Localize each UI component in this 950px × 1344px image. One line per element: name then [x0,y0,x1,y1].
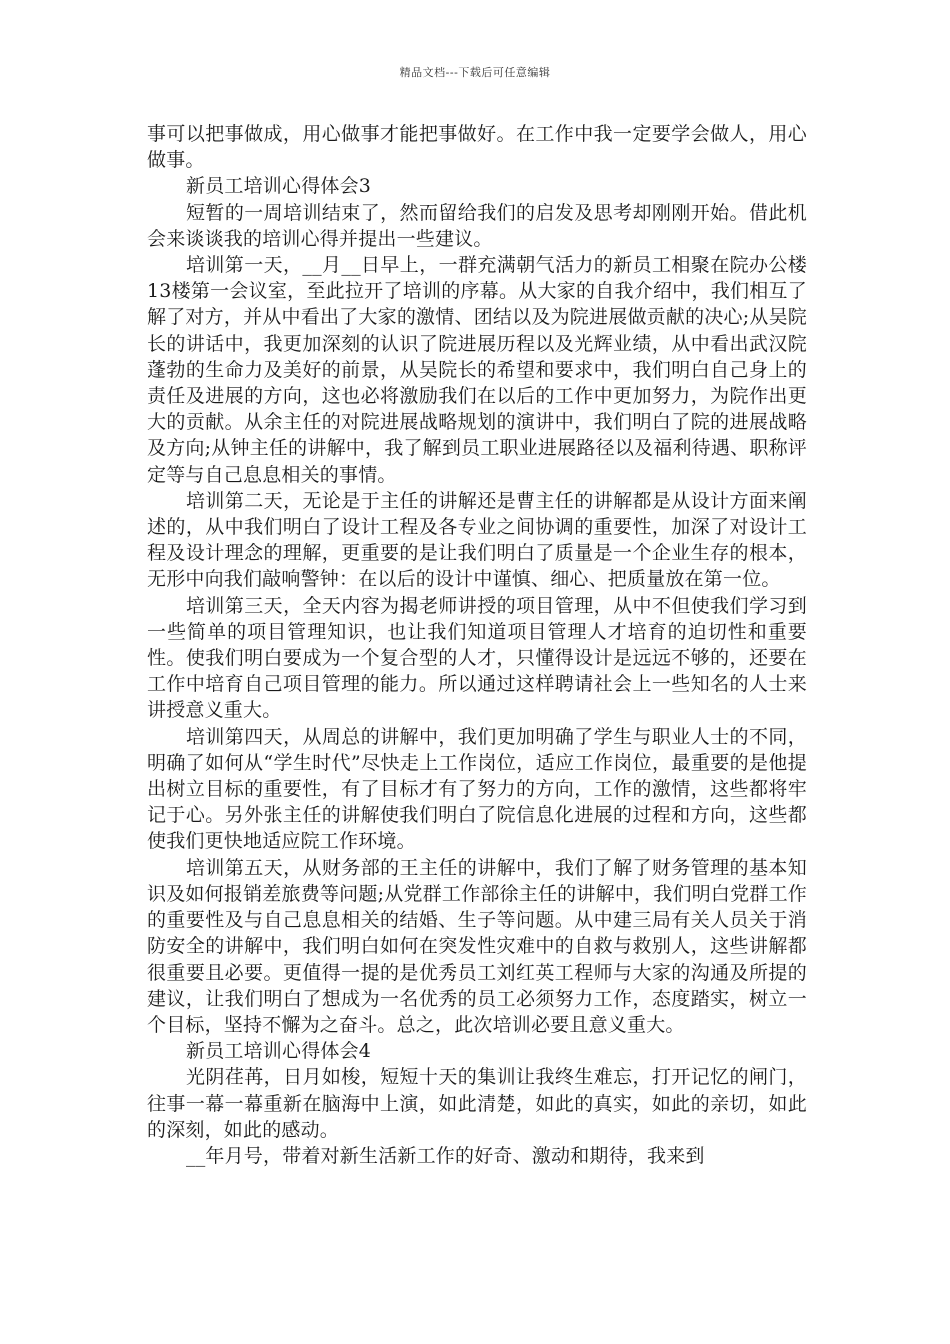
paragraph-continuation: 事可以把事做成，用心做事才能把事做好。在工作中我一定要学会做人，用心做事。 [147,123,807,172]
paragraph: 培训第二天，无论是于主任的讲解还是曹主任的讲解都是从设计方面来阐述的，从中我们明白了设计工程及各专业之间协调的重要性，加深了对设计工程及设计理念的理解，更重要的是让我们明白了质量是一个企业生存的根本，无形中向我们敲响警钟：在以后的设计中谨慎、细心、把质量放在第一位。 [147,489,807,591]
paragraph: 光阴荏苒，日月如梭，短短十天的集训让我终生难忘，打开记忆的闸门，往事一幕一幕重新在脑海中上演，如此清楚，如此的真实，如此的亲切，如此的深刻，如此的感动。 [147,1066,807,1141]
paragraph: 培训第四天，从周总的讲解中，我们更加明确了学生与职业人士的不同，明确了如何从“学生时代”尽快走上工作岗位，适应工作岗位，最重要的是他提出树立目标的重要性，有了目标才有了努力的方向，工作的激情，这些都将牢记于心。另外张主任的讲解使我们明白了院信息化进展的过程和方向，这些都使我们更快地适应院工作环境。 [147,725,807,853]
paragraph: 培训第三天，全天内容为揭老师讲授的项目管理，从中不但使我们学习到一些简单的项目管理知识，也让我们知道项目管理人才培育的迫切性和重要性。使我们明白要成为一个复合型的人才，只懂得设计是远远不够的，还要在工作中培育自己项目管理的能力。所以通过这样聘请社会上一些知名的人士来讲授意义重大。 [147,594,807,722]
paragraph: 培训第一天，__月__日早上，一群充满朝气活力的新员工相聚在院办公楼13楼第一会议室，至此拉开了培训的序幕。从大家的自我介绍中，我们相互了解了对方，并从中看出了大家的激情、团结以及为院进展做贡献的决心;从吴院长的讲话中，我更加深刻的认识了院进展历程以及光辉业绩，从中看出武汉院蓬勃的生命力及美好的前景，从吴院长的希望和要求中，我们明白自己身上的责任及进展的方向，这也必将激励我们在以后的工作中更加努力，为院作出更大的贡献。从余主任的对院进展战略规划的演讲中，我们明白了院的进展战略及方向;从钟主任的讲解中，我了解到员工职业进展路径以及福利待遇、职称评定等与自己息息相关的事情。 [147,254,807,486]
section-heading: 新员工培训心得体会3 [186,175,372,198]
paragraph: 短暂的一周培训结束了，然而留给我们的启发及思考却刚刚开始。借此机会来谈谈我的培训心得并提出一些建议。 [147,201,807,250]
page-header: 精品文档---下载后可任意编辑 [399,66,551,79]
document-body [147,121,807,1169]
section-heading: 新员工培训心得体会4 [186,1040,372,1063]
paragraph: 培训第五天，从财务部的王主任的讲解中，我们了解了财务管理的基本知识及如何报销差旅费等问题;从党群工作部徐主任的讲解中，我们明白党群工作的重要性及与自己息息相关的结婚、生子等问题。从中建三局有关人员关于消防安全的讲解中，我们明白如何在突发性灾难中的自救与救别人，这些讲解都很重要且必要。更值得一提的是优秀员工刘红英工程师与大家的沟通及所提的建议，让我们明白了想成为一名优秀的员工必须努力工作，态度踏实，树立一个目标，坚持不懈为之奋斗。总之，此次培训必要且意义重大。 [147,856,807,1036]
paragraph: __年月号，带着对新生活新工作的好奇、激动和期待，我来到 [186,1144,705,1167]
